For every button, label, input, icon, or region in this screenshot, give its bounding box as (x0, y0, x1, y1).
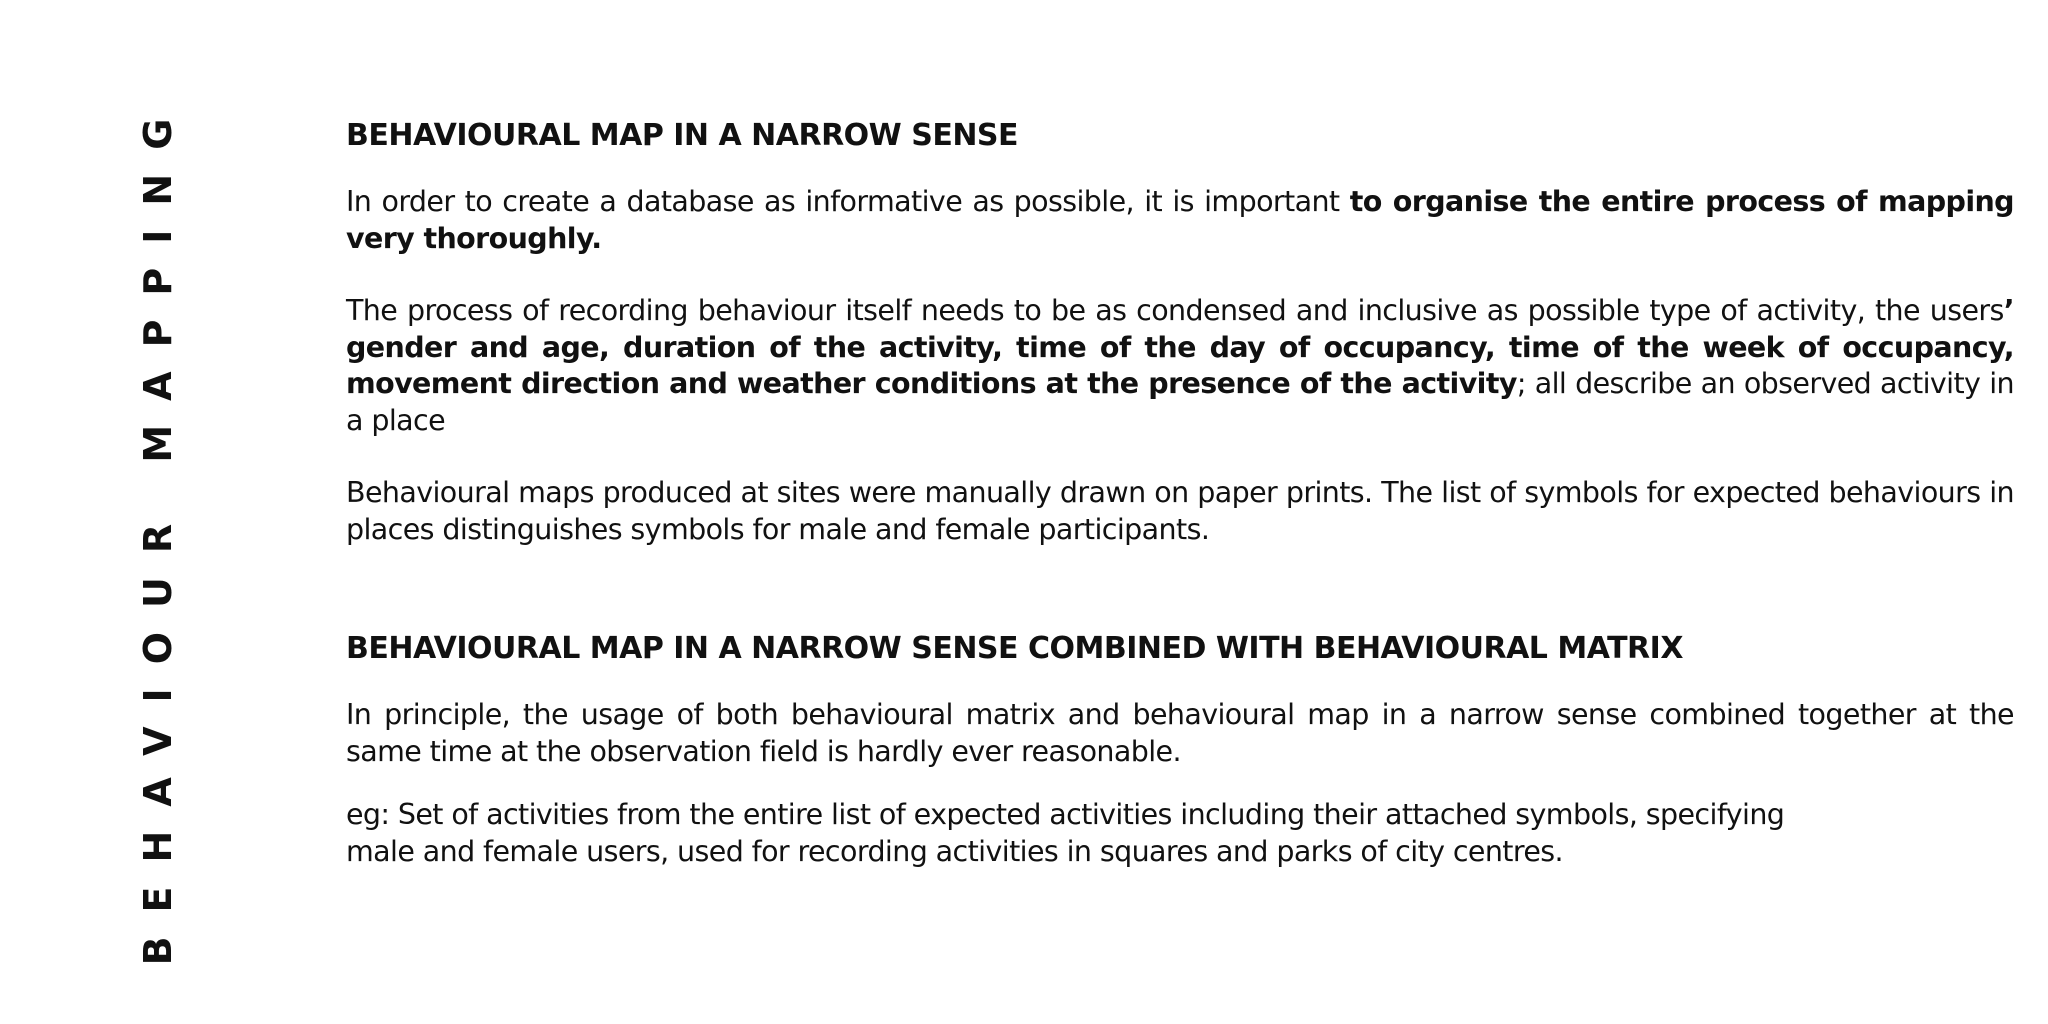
section1-p1-bold: to organise the entire process of mapping very thoroughly. (346, 185, 2014, 255)
side-title: BEHAVIOUR MAPPING (136, 94, 180, 966)
section2-example (346, 797, 2014, 870)
section1-p2-text-a: The process of recording behaviour itself needs to be as condensed and inclusive as possible type of activity, the users (346, 294, 2004, 327)
section1-paragraph-3: Behavioural maps produced at sites were manually drawn on paper prints. The list of symbols for expected behaviours in places distinguishes symbols for male and female participants. (346, 476, 2014, 546)
section1-p2-text-b: ; all describe an observed activity in a place (346, 367, 2014, 437)
section2-example-line-1: eg: Set of activities from the entire list of expected activities including their attached symbols, specifying (346, 798, 1785, 831)
section1-p1-text: In order to create a database as informative as possible, it is important (346, 185, 1350, 218)
section1-p2-bold: ’ gender and age, duration of the activity, time of the day of occupancy, time of the week of occupancy, movement direction and weather conditions at the presence of the activity (346, 294, 2014, 400)
section1-paragraph-1 (346, 184, 2014, 257)
section2-example-line-2: male and female users, used for recording activities in squares and parks of city centres. (346, 834, 1564, 868)
section2-heading: BEHAVIOURAL MAP IN A NARROW SENSE COMBINED WITH BEHAVIOURAL MATRIX (346, 631, 1683, 666)
section1-paragraph-2 (346, 293, 2014, 439)
section1-heading: BEHAVIOURAL MAP IN A NARROW SENSE (346, 118, 1019, 153)
main-content (346, 112, 2014, 870)
section2-paragraph-1: In principle, the usage of both behavioural matrix and behavioural map in a narrow sense combined together at the same time at the observation field is hardly ever reasonable. (346, 698, 2014, 768)
